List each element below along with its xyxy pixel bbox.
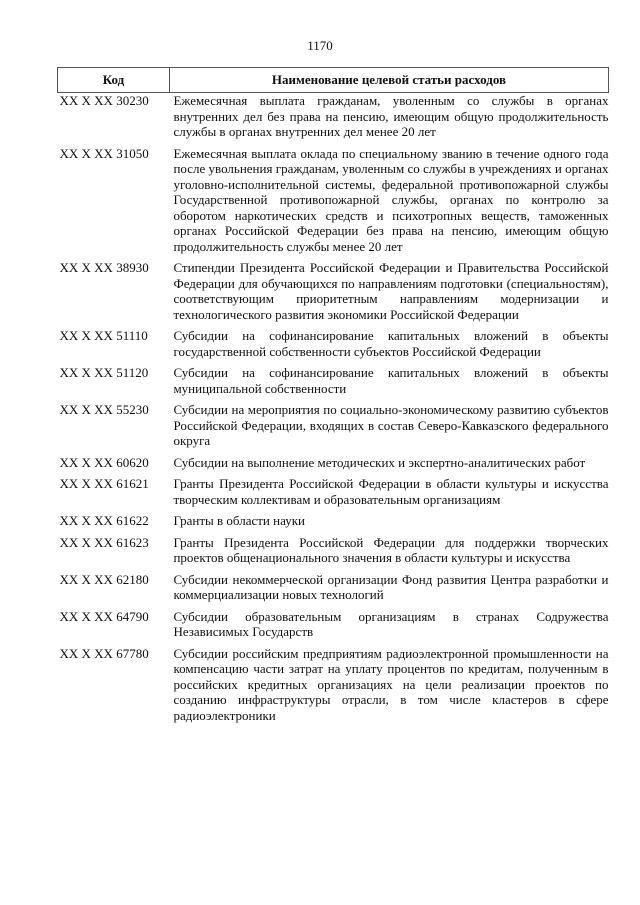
row-code: XX X XX 31050 <box>59 145 149 161</box>
row-code: XX X XX 55230 <box>59 402 149 417</box>
budget-codes-table <box>57 67 609 729</box>
table-row <box>58 328 609 365</box>
row-name: Ежемесячная выплата оклада по специальному званию в течение одного года после увольнения гражданам, уволенным со службы в учреждениях и органах уголовно-исполнительной системы, федеральной противопожарной службы Государственной противопожарной службы, органах по контролю за оборотом наркотических средств и психотропных веществ, таможенных органах Российской Федерации без права на пенсию, имеющим общую продолжительность службы менее 20 лет <box>173 145 609 254</box>
row-name: Субсидии на выполнение методических и экспертно-аналитических работ <box>173 454 586 470</box>
table-row <box>58 93 609 146</box>
table-row <box>58 572 609 609</box>
row-code: XX X XX 61623 <box>59 534 149 550</box>
row-name: Субсидии российским предприятиям радиоэлектронной промышленности на компенсацию части затрат на уплату процентов по кредитам, полученным в российских кредитных организациях на цели реализации проектов по созданию инфраструктуры отрасли, в том числе кластеров в сфере радиоэлектроники <box>173 645 609 723</box>
table-row <box>58 146 609 261</box>
page-number: 1170 <box>307 38 333 53</box>
row-code: XX X XX 30230 <box>59 93 149 108</box>
row-name: Гранты в области науки <box>173 513 305 528</box>
table-body <box>58 93 609 730</box>
row-code: XX X XX 38930 <box>59 260 149 275</box>
row-name: Субсидии образовательным организациям в странах Содружества Независимых Государств <box>173 608 609 639</box>
row-name: Субсидии на мероприятия по социально-экономическому развитию субъектов Российской Федерации, входящих в состав Северо-Кавказского федерального округа <box>173 402 609 448</box>
row-name: Гранты Президента Российской Федерации для поддержки творческих проектов общенационального значения в области культуры и искусства <box>173 534 609 565</box>
row-name: Субсидии на софинансирование капитальных вложений в объекты муниципальной собственности <box>173 365 609 396</box>
table-row <box>58 476 609 513</box>
row-code: XX X XX 61621 <box>59 476 149 491</box>
row-code: XX X XX 67780 <box>59 645 149 661</box>
row-code: XX X XX 51120 <box>59 365 149 380</box>
table-row <box>58 402 609 455</box>
row-name: Субсидии некоммерческой организации Фонд развития Центра разработки и коммерциализации новых технологий <box>173 571 609 602</box>
column-header-name: Наименование целевой статьи расходов <box>169 68 608 93</box>
row-code: XX X XX 64790 <box>59 608 149 624</box>
table-row <box>58 609 609 646</box>
row-name: Стипендии Президента Российской Федерации и Правительства Российской Федерации для обучающихся по направлениям подготовки (специальностям), соответствующим приоритетным направлениям модернизации и технологического развития экономики Российской Федерации <box>173 260 609 322</box>
table-row <box>58 535 609 572</box>
table-row <box>58 455 609 477</box>
row-code: XX X XX 61622 <box>59 513 149 528</box>
table-row <box>58 646 609 730</box>
row-code: XX X XX 60620 <box>59 454 149 470</box>
row-name: Ежемесячная выплата гражданам, уволенным со службы в органах внутренних дел без права на пенсию, имеющим общую продолжительность службы в органах внутренних дел менее 20 лет <box>173 93 609 139</box>
row-name: Гранты Президента Российской Федерации в области культуры и искусства творческим коллективам и образовательным организациям <box>173 476 609 507</box>
table-row <box>58 260 609 328</box>
table-header-row <box>58 68 609 93</box>
table-row <box>58 365 609 402</box>
table-header <box>58 68 609 93</box>
column-header-code: Код <box>58 68 170 93</box>
row-code: XX X XX 51110 <box>59 328 148 343</box>
table-row <box>58 513 609 535</box>
row-name: Субсидии на софинансирование капитальных вложений в объекты государственной собственности субъектов Российской Федерации <box>173 328 609 359</box>
row-code: XX X XX 62180 <box>59 571 149 587</box>
